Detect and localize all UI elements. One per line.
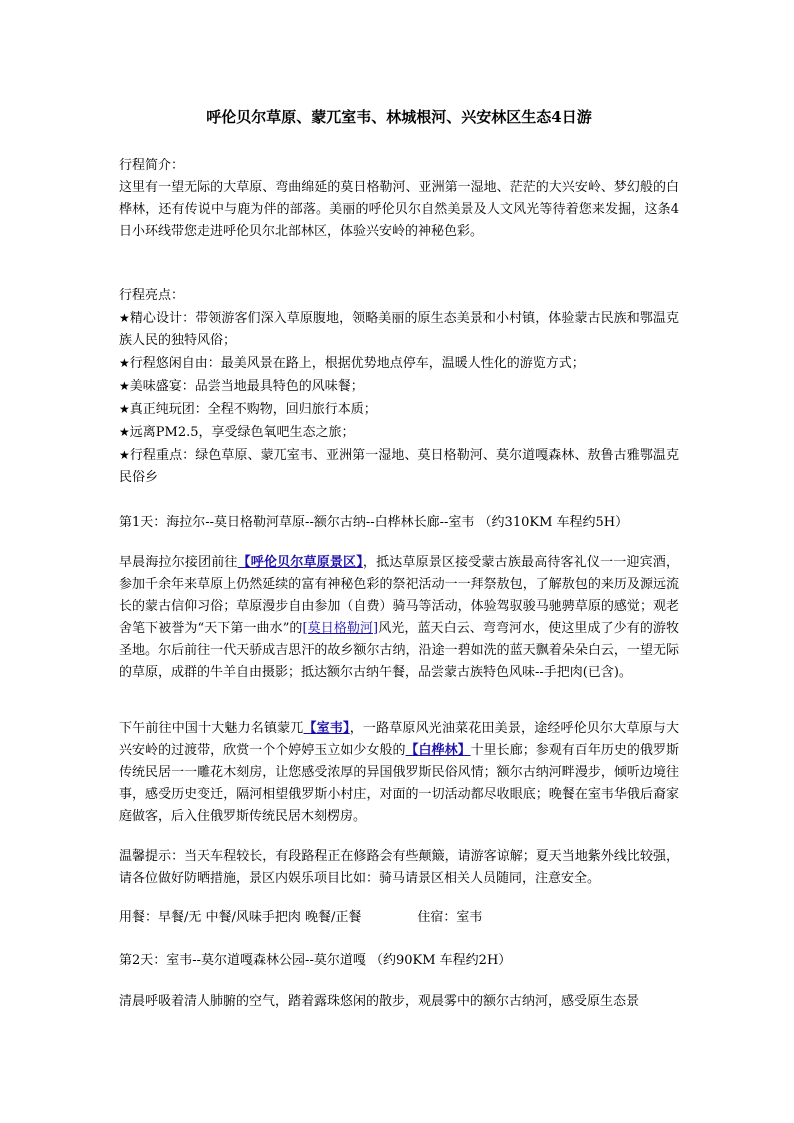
highlight-item: ★行程重点：绿色草原、蒙兀室韦、亚洲第一湿地、莫日格勒河、莫尔道嘎森林、敖鲁古雅鄂温克民俗乡 bbox=[119, 448, 679, 485]
highlight-item: ★美味盛宴：品尝当地最具特色的风味餐； bbox=[119, 379, 364, 394]
star-icon: ★ bbox=[119, 402, 130, 416]
day1-meals: 用餐：早餐/无 中餐/风味手把肉 晚餐/正餐 bbox=[119, 910, 362, 925]
document-title: 呼伦贝尔草原、蒙兀室韦、林城根河、兴安林区生态4日游 bbox=[206, 108, 592, 126]
highlights-heading: 行程亮点： bbox=[119, 288, 185, 303]
day1-heading: 第1天：海拉尔--莫日格勒河草原--额尔古纳--白桦林长廊--室韦 （约310KM 车程约5H） bbox=[119, 515, 629, 530]
star-icon: ★ bbox=[119, 448, 130, 462]
shiwei-link[interactable]: 【室韦】 bbox=[303, 721, 350, 736]
intro-heading: 行程简介： bbox=[119, 158, 185, 173]
intro-section bbox=[119, 155, 679, 243]
star-icon: ★ bbox=[119, 379, 130, 393]
day1-morning-paragraph: 早晨海拉尔接团前往【呼伦贝尔草原景区】，抵达草原景区接受蒙古族最高待客礼仪一一迎宾酒，参加千余年来草原上仍然延续的富有神秘色彩的祭祀活动一一拜祭敖包，了解敖包的来历及源远流长的蒙古信仰习俗；草原漫步自由参加（自费）骑马等活动，体验驾驭骏马驰骋草原的感觉；观老舍笔下被誉为“天下第一曲水”的[莫日格勒河]风光，蓝天白云、弯弯河水，使这里成了少有的游牧圣地。尔后前往一代天骄成吉思汗的故乡额尔古纳，沿途一碧如洗的蓝天飘着朵朵白云，一望无际的草原，成群的牛羊自由摄影；抵达额尔古纳午餐，品尝蒙古族特色风味--手把肉(已含)。 bbox=[119, 555, 679, 680]
star-icon: ★ bbox=[119, 311, 130, 325]
day1-tip: 温馨提示：当天车程较长，有段路程正在修路会有些颠簸，请游客谅解；夏天当地紫外线比较强，请各位做好防晒措施，景区内娱乐项目比如：骑马请景区相关人员随同，注意安全。 bbox=[119, 849, 679, 886]
star-icon: ★ bbox=[119, 425, 130, 439]
intro-text: 这里有一望无际的大草原、弯曲绵延的莫日格勒河、亚洲第一湿地、茫茫的大兴安岭、梦幻般的白桦林，还有传说中与鹿为伴的部落。美丽的呼伦贝尔自然美景及人文风光等待着您来发掘，这条4日小环线带您走进呼伦贝尔北部林区，体验兴安岭的神秘色彩。 bbox=[119, 180, 679, 239]
highlight-item: ★远离PM2.5，享受绿色氧吧生态之旅； bbox=[119, 425, 355, 440]
morigele-river-link[interactable]: [莫日格勒河] bbox=[302, 621, 379, 636]
day1-afternoon-paragraph: 下午前往中国十大魅力名镇蒙兀【室韦】，一路草原风光油菜花田美景，途经呼伦贝尔大草原与大兴安岭的过渡带，欣赏一个个婷婷玉立如少女般的【白桦林】十里长廊；参观有百年历史的俄罗斯传统民居一一雕花木刻房，让您感受浓厚的异国俄罗斯民俗风情；额尔古纳河畔漫步，倾听边境往事，感受历史变迁，隔河相望俄罗斯小村庄，对面的一切活动都尽收眼底；晚餐在室韦华俄后裔家庭做客，后入住俄罗斯传统民居木刻楞房。 bbox=[119, 721, 679, 824]
highlights-section bbox=[119, 285, 679, 489]
star-icon: ★ bbox=[119, 356, 130, 370]
grassland-scenic-link[interactable]: 【呼伦贝尔草原景区】 bbox=[237, 555, 363, 570]
day1-meals-lodging bbox=[119, 907, 679, 929]
day2-heading: 第2天：室韦--莫尔道嘎森林公园--莫尔道嘎 （约90KM 车程约2H） bbox=[119, 953, 512, 968]
highlight-item: ★真正纯玩团：全程不购物，回归旅行本质； bbox=[119, 402, 377, 417]
highlight-item: ★行程悠闲自由：最美风景在路上，根据优势地点停车，温暖人性化的游览方式； bbox=[119, 356, 585, 371]
highlight-item: ★精心设计：带领游客们深入草原腹地，领略美丽的原生态美景和小村镇，体验蒙古民族和鄂温克族人民的独特风俗； bbox=[119, 311, 679, 348]
birch-forest-link[interactable]: 【白桦林】 bbox=[405, 743, 471, 758]
day1-lodging: 住宿：室韦 bbox=[417, 910, 483, 925]
day2-paragraph: 清晨呼吸着清人肺腑的空气，踏着露珠悠闲的散步，观晨雾中的额尔古纳河，感受原生态景 bbox=[119, 994, 640, 1009]
